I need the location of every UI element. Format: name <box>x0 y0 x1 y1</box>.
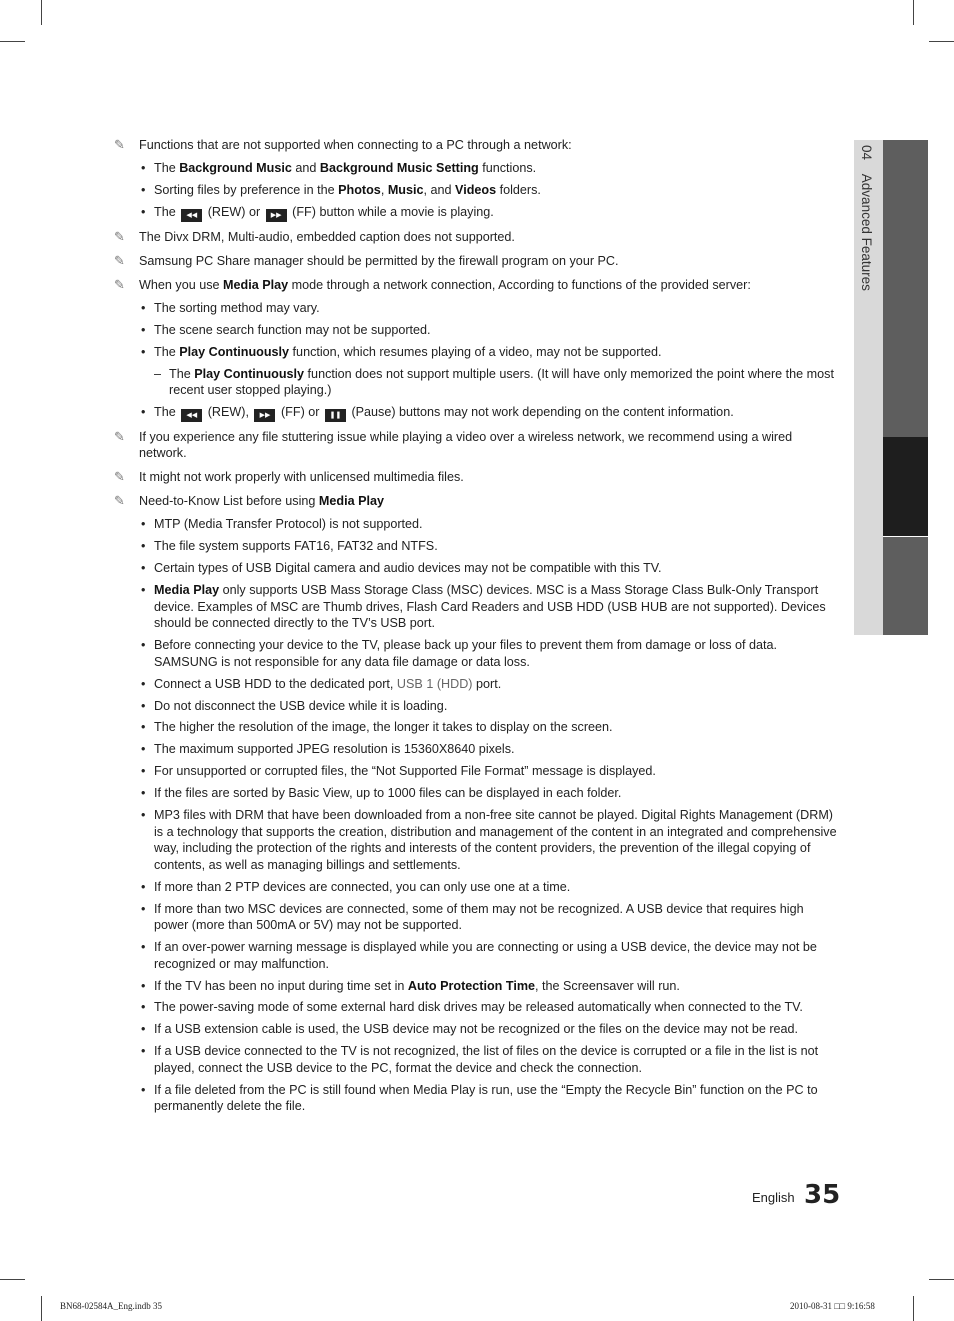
crop-mark <box>0 1279 25 1280</box>
bullet-text: If the files are sorted by Basic View, up to 1000 files can be displayed in each folder. <box>154 786 622 801</box>
chapter-label <box>859 145 874 291</box>
bold-term: Media Play <box>154 583 220 598</box>
bullet-icon: • <box>141 539 146 554</box>
note-item <box>114 229 838 246</box>
bullet-list <box>114 300 838 421</box>
bullet-text: If an over-power warning message is displayed while you are connecting or using a USB device, the device may not be recognized or may malfunction. <box>154 940 817 971</box>
bullet-item <box>114 637 838 670</box>
note-item <box>114 469 838 486</box>
note-item <box>114 137 838 154</box>
bullet-item <box>114 516 838 533</box>
crop-mark <box>929 1279 954 1280</box>
bullet-text: The power-saving mode of some external hard disk drives may be released automatically when connected to the TV. <box>154 1000 803 1015</box>
bullet-item <box>114 204 838 222</box>
bullet-text: For unsupported or corrupted files, the “Not Supported File Format” message is displayed. <box>154 764 656 779</box>
rew-icon: ◀◀ <box>181 209 202 222</box>
bullet-list <box>114 516 838 1114</box>
bullet-text: If a USB device connected to the TV is not recognized, the list of files on the device is corrupted or a file in the list is not played, connect the USB device to the PC, format the device and check the connection. <box>154 1044 819 1075</box>
note-text: When you use Media Play mode through a network connection, According to functions of the provided server: <box>139 278 751 293</box>
bold-term: Music <box>387 182 424 197</box>
note-text: Need-to-Know List before using Media Play <box>139 494 385 509</box>
bullet-text: The Play Continuously function, which resumes playing of a video, may not be supported. <box>154 344 662 359</box>
note-icon: ✎ <box>114 228 125 244</box>
bullet-item <box>114 978 838 995</box>
note-item <box>114 277 838 294</box>
bullet-icon: • <box>141 344 146 359</box>
bullet-icon: • <box>141 1000 146 1015</box>
bullet-icon: • <box>141 720 146 735</box>
footer-language: English <box>752 1190 795 1205</box>
bold-term: Play Continuously <box>194 366 305 381</box>
chapter-tab <box>883 140 928 437</box>
note-text: Samsung PC Share manager should be permitted by the firewall program on your PC. <box>139 253 619 268</box>
bold-term: Background Music Setting <box>319 161 479 176</box>
ff-icon: ▶▶ <box>266 209 287 222</box>
bullet-icon: • <box>141 1082 146 1097</box>
chapter-title: Advanced Features <box>859 173 874 291</box>
crop-mark <box>41 1296 42 1321</box>
bullet-text: Certain types of USB Digital camera and audio devices may not be compatible with this TV. <box>154 561 662 576</box>
bullet-icon: • <box>141 879 146 894</box>
note-item <box>114 493 838 510</box>
chapter-tab <box>883 537 928 635</box>
bullet-item <box>114 698 838 715</box>
chapter-number: 04 <box>859 145 874 161</box>
bullet-text: The ◀◀ (REW), ▶▶ (FF) or ❚❚ (Pause) buttons may not work depending on the content information. <box>154 405 734 419</box>
bullet-text: If a file deleted from the PC is still found when Media Play is run, use the “Empty the Recycle Bin” function on the PC to permanently delete the file. <box>154 1082 818 1114</box>
bullet-icon: • <box>141 404 146 419</box>
bullet-text: The ◀◀ (REW) or ▶▶ (FF) button while a movie is playing. <box>154 205 494 219</box>
bullet-item <box>114 719 838 736</box>
bullet-icon: • <box>141 182 146 197</box>
note-item <box>114 253 838 270</box>
bold-term: Videos <box>455 182 497 197</box>
bullet-text: Do not disconnect the USB device while it is loading. <box>154 698 448 713</box>
bullet-item <box>114 1043 838 1076</box>
note-text: The Divx DRM, Multi-audio, embedded caption does not supported. <box>139 229 515 244</box>
bullet-text: The maximum supported JPEG resolution is 15360X8640 pixels. <box>154 742 515 757</box>
bullet-list <box>114 160 838 222</box>
bullet-text: Connect a USB HDD to the dedicated port, USB 1 (HDD) port. <box>154 676 502 691</box>
bullet-icon: • <box>141 940 146 955</box>
note-icon: ✎ <box>114 493 125 509</box>
pause-icon: ❚❚ <box>325 409 346 422</box>
bullet-item <box>114 1082 838 1115</box>
bullet-item <box>114 676 838 693</box>
bullet-item <box>114 901 838 934</box>
bullet-item <box>114 300 838 317</box>
bullet-text: If the TV has been no input during time set in Auto Protection Time, the Screensaver will run. <box>154 978 680 993</box>
bullet-item <box>114 1021 838 1038</box>
bullet-icon: • <box>141 807 146 822</box>
bullet-icon: • <box>141 583 146 598</box>
bullet-item <box>114 404 838 422</box>
crop-mark <box>0 41 25 42</box>
note-icon: ✎ <box>114 137 125 152</box>
sub-item <box>114 366 838 399</box>
bullet-icon: • <box>141 901 146 916</box>
page-number: 35 <box>804 1180 841 1210</box>
bullet-icon: • <box>141 638 146 653</box>
bullet-text: MP3 files with DRM that have been downloaded from a non-free site cannot be played. Digital Rights Management (DRM) is a technology that supports the creation, distribution and management of the content in an integrated and comprehensive way, including the protection of the rights and interests of the content providers, the prevention of the illegal copying of contents, as well as managing billings and settlements. <box>154 807 837 872</box>
note-text: It might not work properly with unlicensed multimedia files. <box>139 470 464 485</box>
bullet-icon: • <box>141 517 146 532</box>
bullet-text: If a USB extension cable is used, the USB device may not be recognized or the files on the device may not be read. <box>154 1022 799 1037</box>
dash-icon: – <box>154 366 162 381</box>
bullet-icon: • <box>141 301 146 316</box>
bullet-item <box>114 560 838 577</box>
bullet-icon: • <box>141 742 146 757</box>
slug-file: BN68-02584A_Eng.indb 35 <box>60 1301 162 1311</box>
bullet-item <box>114 322 838 339</box>
notes-content <box>114 137 838 1122</box>
bullet-text: The scene search function may not be supported. <box>154 323 431 338</box>
bullet-text: MTP (Media Transfer Protocol) is not supported. <box>154 517 423 532</box>
bullet-item <box>114 182 838 199</box>
bullet-text: Before connecting your device to the TV, please back up your files to prevent them from damage or loss of data. SAMSUNG is not responsible for any data file damage or data loss. <box>154 638 778 669</box>
bullet-icon: • <box>141 676 146 691</box>
bold-term: Auto Protection Time <box>407 978 536 993</box>
chapter-tab-active <box>883 437 928 536</box>
bullet-item <box>114 807 838 873</box>
note-text: If you experience any file stuttering issue while playing a video over a wireless network, we recommend using a wired network. <box>139 429 793 461</box>
bullet-item <box>114 741 838 758</box>
slug-timestamp: 2010-08-31 □□ 9:16:58 <box>790 1301 875 1311</box>
bullet-item <box>114 785 838 802</box>
bold-term: Background Music <box>179 161 292 176</box>
sub-item-text: The Play Continuously function does not support multiple users. (It will have only memorized the point where the most recent user stopped playing.) <box>169 366 834 398</box>
note-item <box>114 429 838 462</box>
note-icon: ✎ <box>114 428 125 444</box>
bullet-icon: • <box>141 978 146 993</box>
note-icon: ✎ <box>114 469 125 485</box>
bullet-item <box>114 582 838 632</box>
chapter-sidebar <box>854 140 928 635</box>
bullet-text: The higher the resolution of the image, the longer it takes to display on the screen. <box>154 720 613 735</box>
bullet-text: If more than two MSC devices are connected, some of them may not be recognized. A USB device that requires high power (more than 500mA or 5V) may not be supported. <box>154 901 804 933</box>
sidebar-label-strip <box>854 140 883 635</box>
port-name: USB 1 (HDD) <box>396 676 473 691</box>
bullet-item <box>114 538 838 555</box>
bold-term: Media Play <box>223 278 289 293</box>
bullet-icon: • <box>141 698 146 713</box>
rew-icon: ◀◀ <box>181 409 202 422</box>
crop-mark <box>929 41 954 42</box>
crop-mark <box>41 0 42 25</box>
bullet-icon: • <box>141 764 146 779</box>
bullet-icon: • <box>141 323 146 338</box>
crop-mark <box>913 0 914 25</box>
bullet-icon: • <box>141 786 146 801</box>
bullet-icon: • <box>141 1022 146 1037</box>
bullet-text: The file system supports FAT16, FAT32 and NTFS. <box>154 539 438 554</box>
bullet-icon: • <box>141 161 146 176</box>
bold-term: Play Continuously <box>179 344 290 359</box>
bullet-item <box>114 939 838 972</box>
bullet-text: If more than 2 PTP devices are connected, you can only use one at a time. <box>154 879 571 894</box>
ff-icon: ▶▶ <box>254 409 275 422</box>
bold-term: Media Play <box>318 494 385 509</box>
bullet-item <box>114 160 838 177</box>
bullet-text: The Background Music and Background Music Setting functions. <box>154 161 537 176</box>
bullet-icon: • <box>141 561 146 576</box>
bullet-text: Media Play only supports USB Mass Storage Class (MSC) devices. MSC is a Mass Storage Class Bulk-Only Transport device. Examples of MSC are Thumb drives, Flash Card Readers and USB HDD (USB HUB are not supported). Devices should be connected directly to the TV’s USB port. <box>154 583 826 631</box>
bullet-item <box>114 879 838 896</box>
crop-mark <box>913 1296 914 1321</box>
bullet-text: The sorting method may vary. <box>154 301 320 316</box>
note-icon: ✎ <box>114 277 125 293</box>
bullet-item <box>114 763 838 780</box>
page-footer <box>752 1180 842 1210</box>
note-icon: ✎ <box>114 252 125 268</box>
bullet-item <box>114 999 838 1016</box>
bullet-icon: • <box>141 1044 146 1059</box>
bullet-icon: • <box>141 204 146 219</box>
note-text: Functions that are not supported when connecting to a PC through a network: <box>139 138 572 152</box>
bullet-text: Sorting files by preference in the Photos, Music, and Videos folders. <box>154 182 541 197</box>
bullet-item <box>114 344 838 361</box>
bold-term: Photos <box>338 182 381 197</box>
